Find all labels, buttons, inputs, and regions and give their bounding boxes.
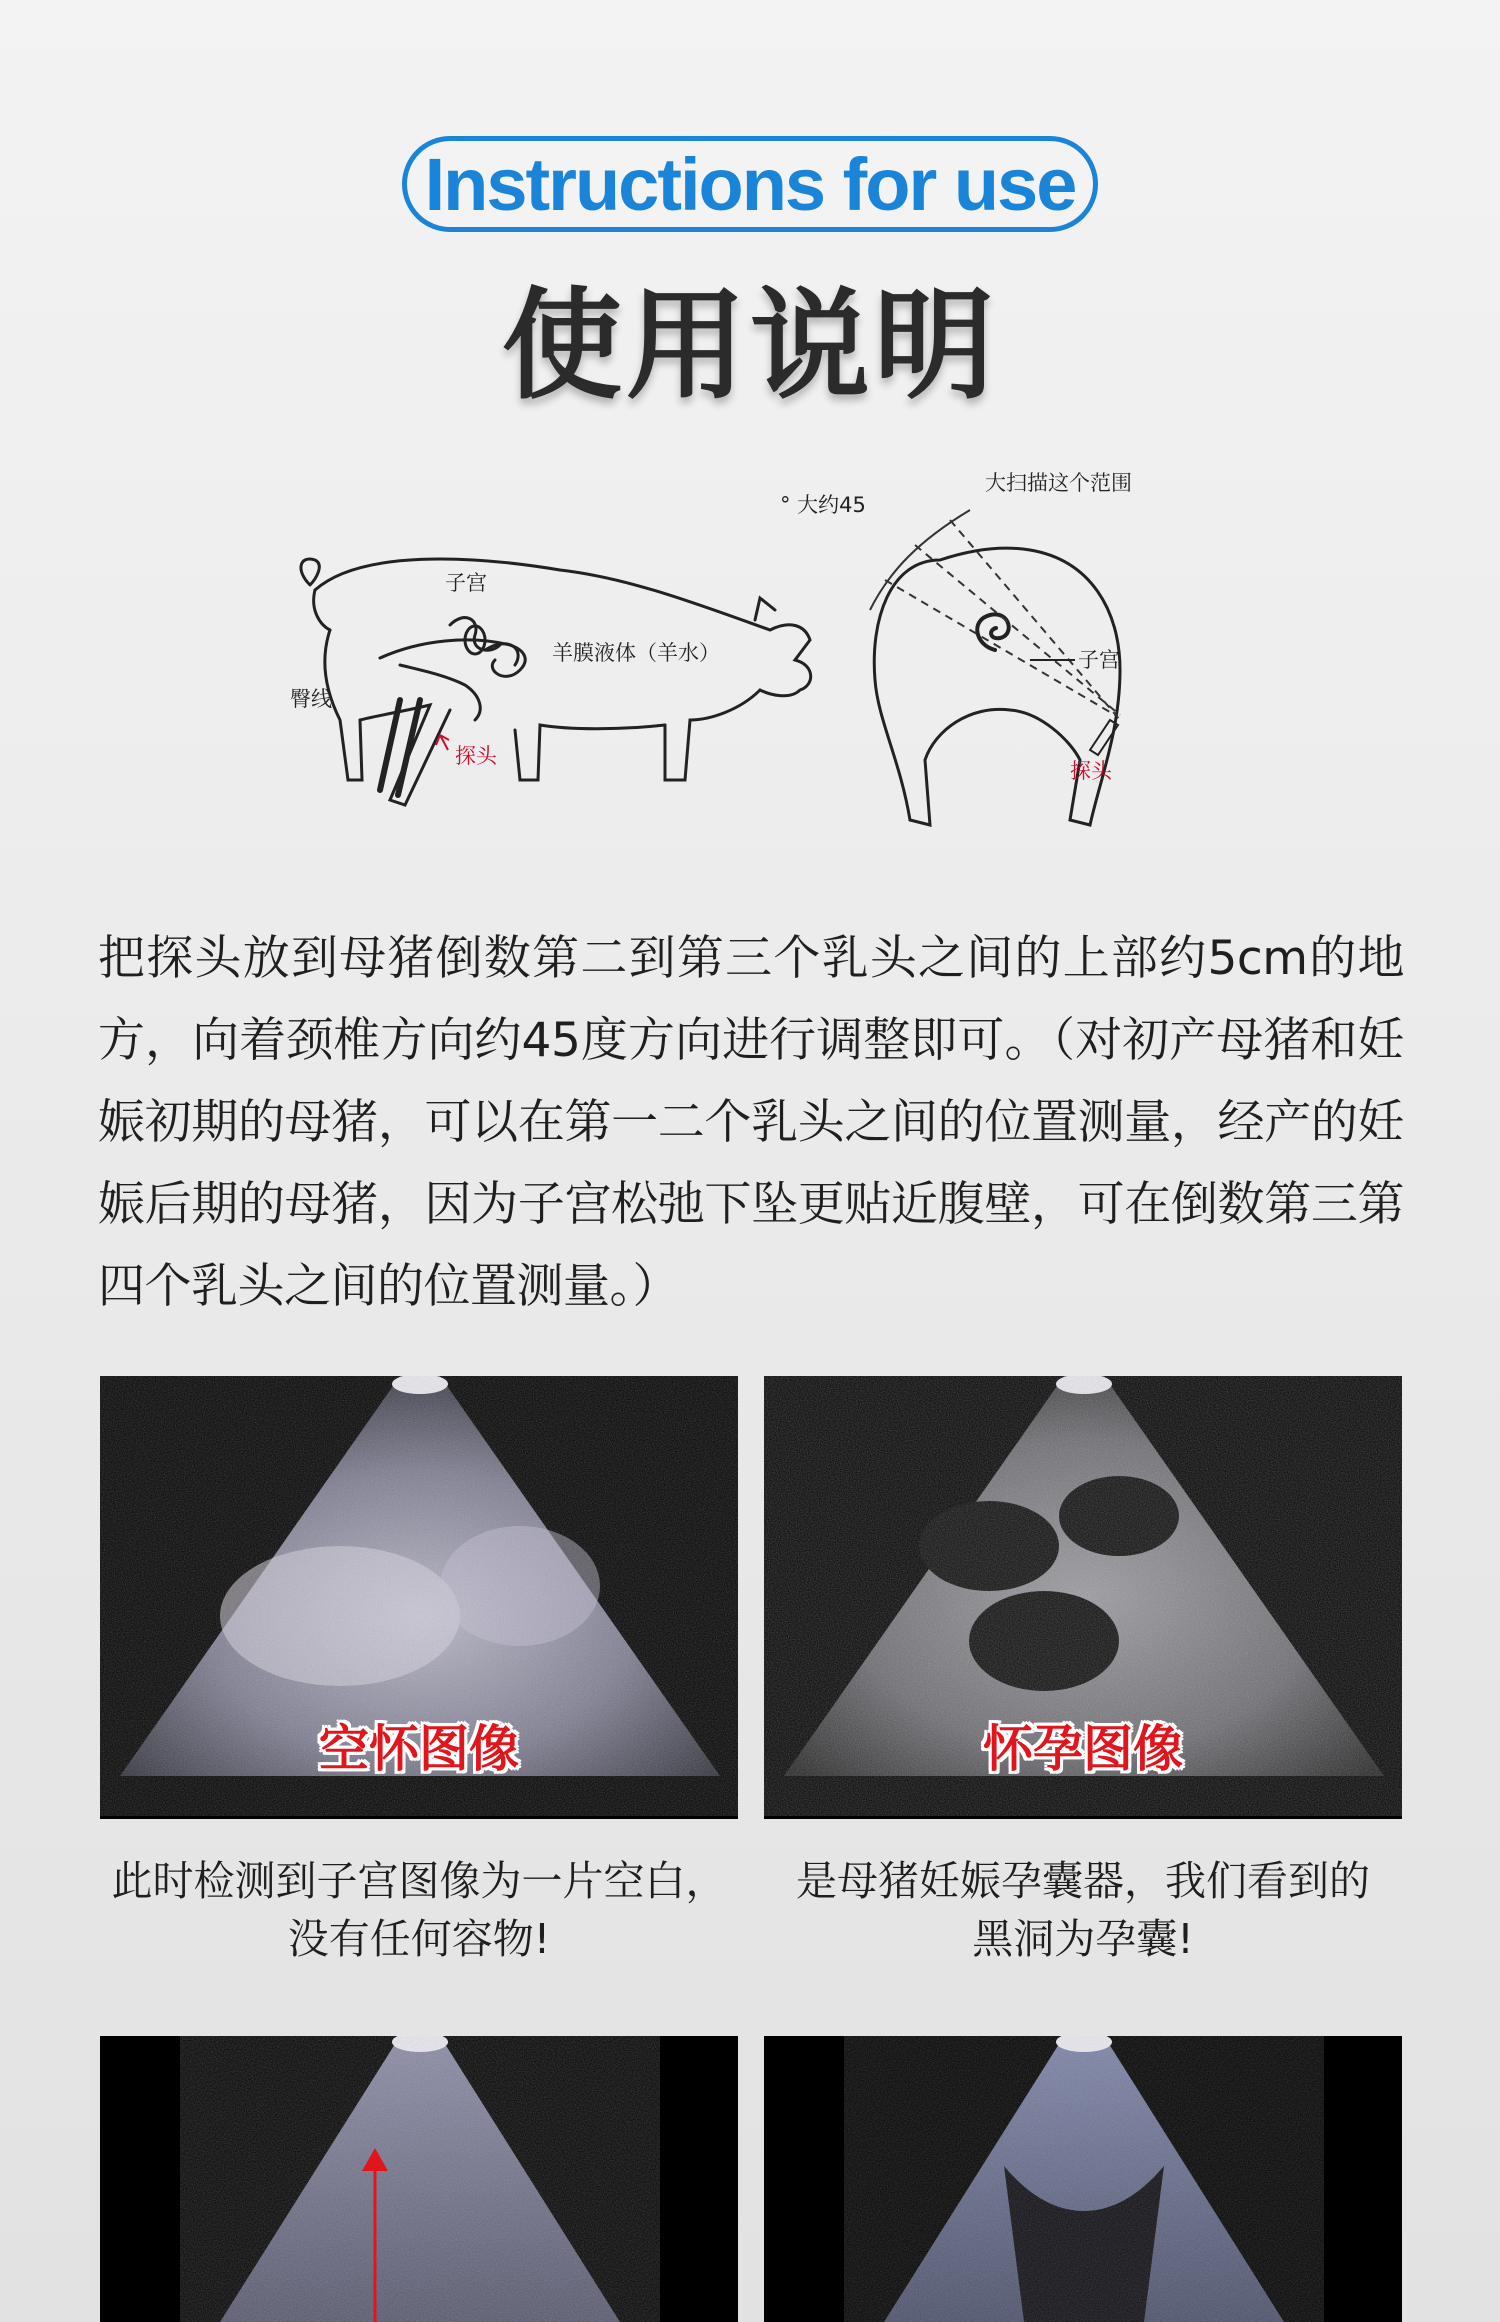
pig-diagram-svg xyxy=(270,460,1250,880)
label-probe-side: 探头 xyxy=(455,744,497,768)
label-probe-rear: 探头 xyxy=(1070,759,1112,783)
label-uterus-rear: 子宫 xyxy=(1078,648,1120,672)
caption-pregnant-line1: 是母猪妊娠孕囊器，我们看到的 xyxy=(796,1857,1370,1905)
caption-pregnant-line2: 黑洞为孕囊! xyxy=(972,1915,1194,1963)
pig-probe-diagram xyxy=(270,460,1250,880)
ultrasound-pregnant-label: 怀孕图像 xyxy=(983,1720,1183,1778)
label-amniotic-fluid: 羊膜液体（羊水） xyxy=(552,641,720,665)
ultrasound-4-svg xyxy=(764,2036,1402,2322)
label-angle: ° 大约45 xyxy=(780,493,866,517)
english-title-badge xyxy=(402,136,1098,232)
pig-rear-view-illustration xyxy=(874,548,1120,825)
ultrasound-3-svg xyxy=(100,2036,738,2322)
ultrasound-pregnant-image xyxy=(764,1376,1402,1819)
pig-side-labels xyxy=(290,571,720,768)
ultrasound-image-4 xyxy=(764,2036,1402,2322)
caption-empty-line1: 此时检测到子宫图像为一片空白， xyxy=(111,1857,727,1905)
english-title: Instructions for use xyxy=(424,142,1076,226)
caption-empty xyxy=(100,1852,738,1968)
page-title: 使用说明 xyxy=(502,277,998,416)
pig-side-view-illustration xyxy=(301,559,811,805)
label-scan-range: 大扫描这个范围 xyxy=(985,471,1132,495)
ultrasound-empty-label: 空怀图像 xyxy=(319,1720,519,1778)
instructions-paragraph: 把探头放到母猪倒数第二到第三个乳头之间的上部约5cm的地方，向着颈椎方向约45度方向进行调整即可。（对初产母猪和妊娠初期的母猪，可以在第一二个乳头之间的位置测量，经产的妊娠后期的母猪，因为子宫松弛下坠更贴近腹壁，可在倒数第三第四个乳头之间的位置测量。） xyxy=(98,931,1404,1314)
label-hip-line: 臀线 xyxy=(290,687,332,711)
label-uterus-side: 子宫 xyxy=(445,571,487,595)
caption-empty-line2: 没有任何容物! xyxy=(287,1915,551,1963)
ultrasound-empty-image xyxy=(100,1376,738,1819)
caption-pregnant xyxy=(764,1852,1402,1968)
ultrasound-image-3 xyxy=(100,2036,738,2322)
